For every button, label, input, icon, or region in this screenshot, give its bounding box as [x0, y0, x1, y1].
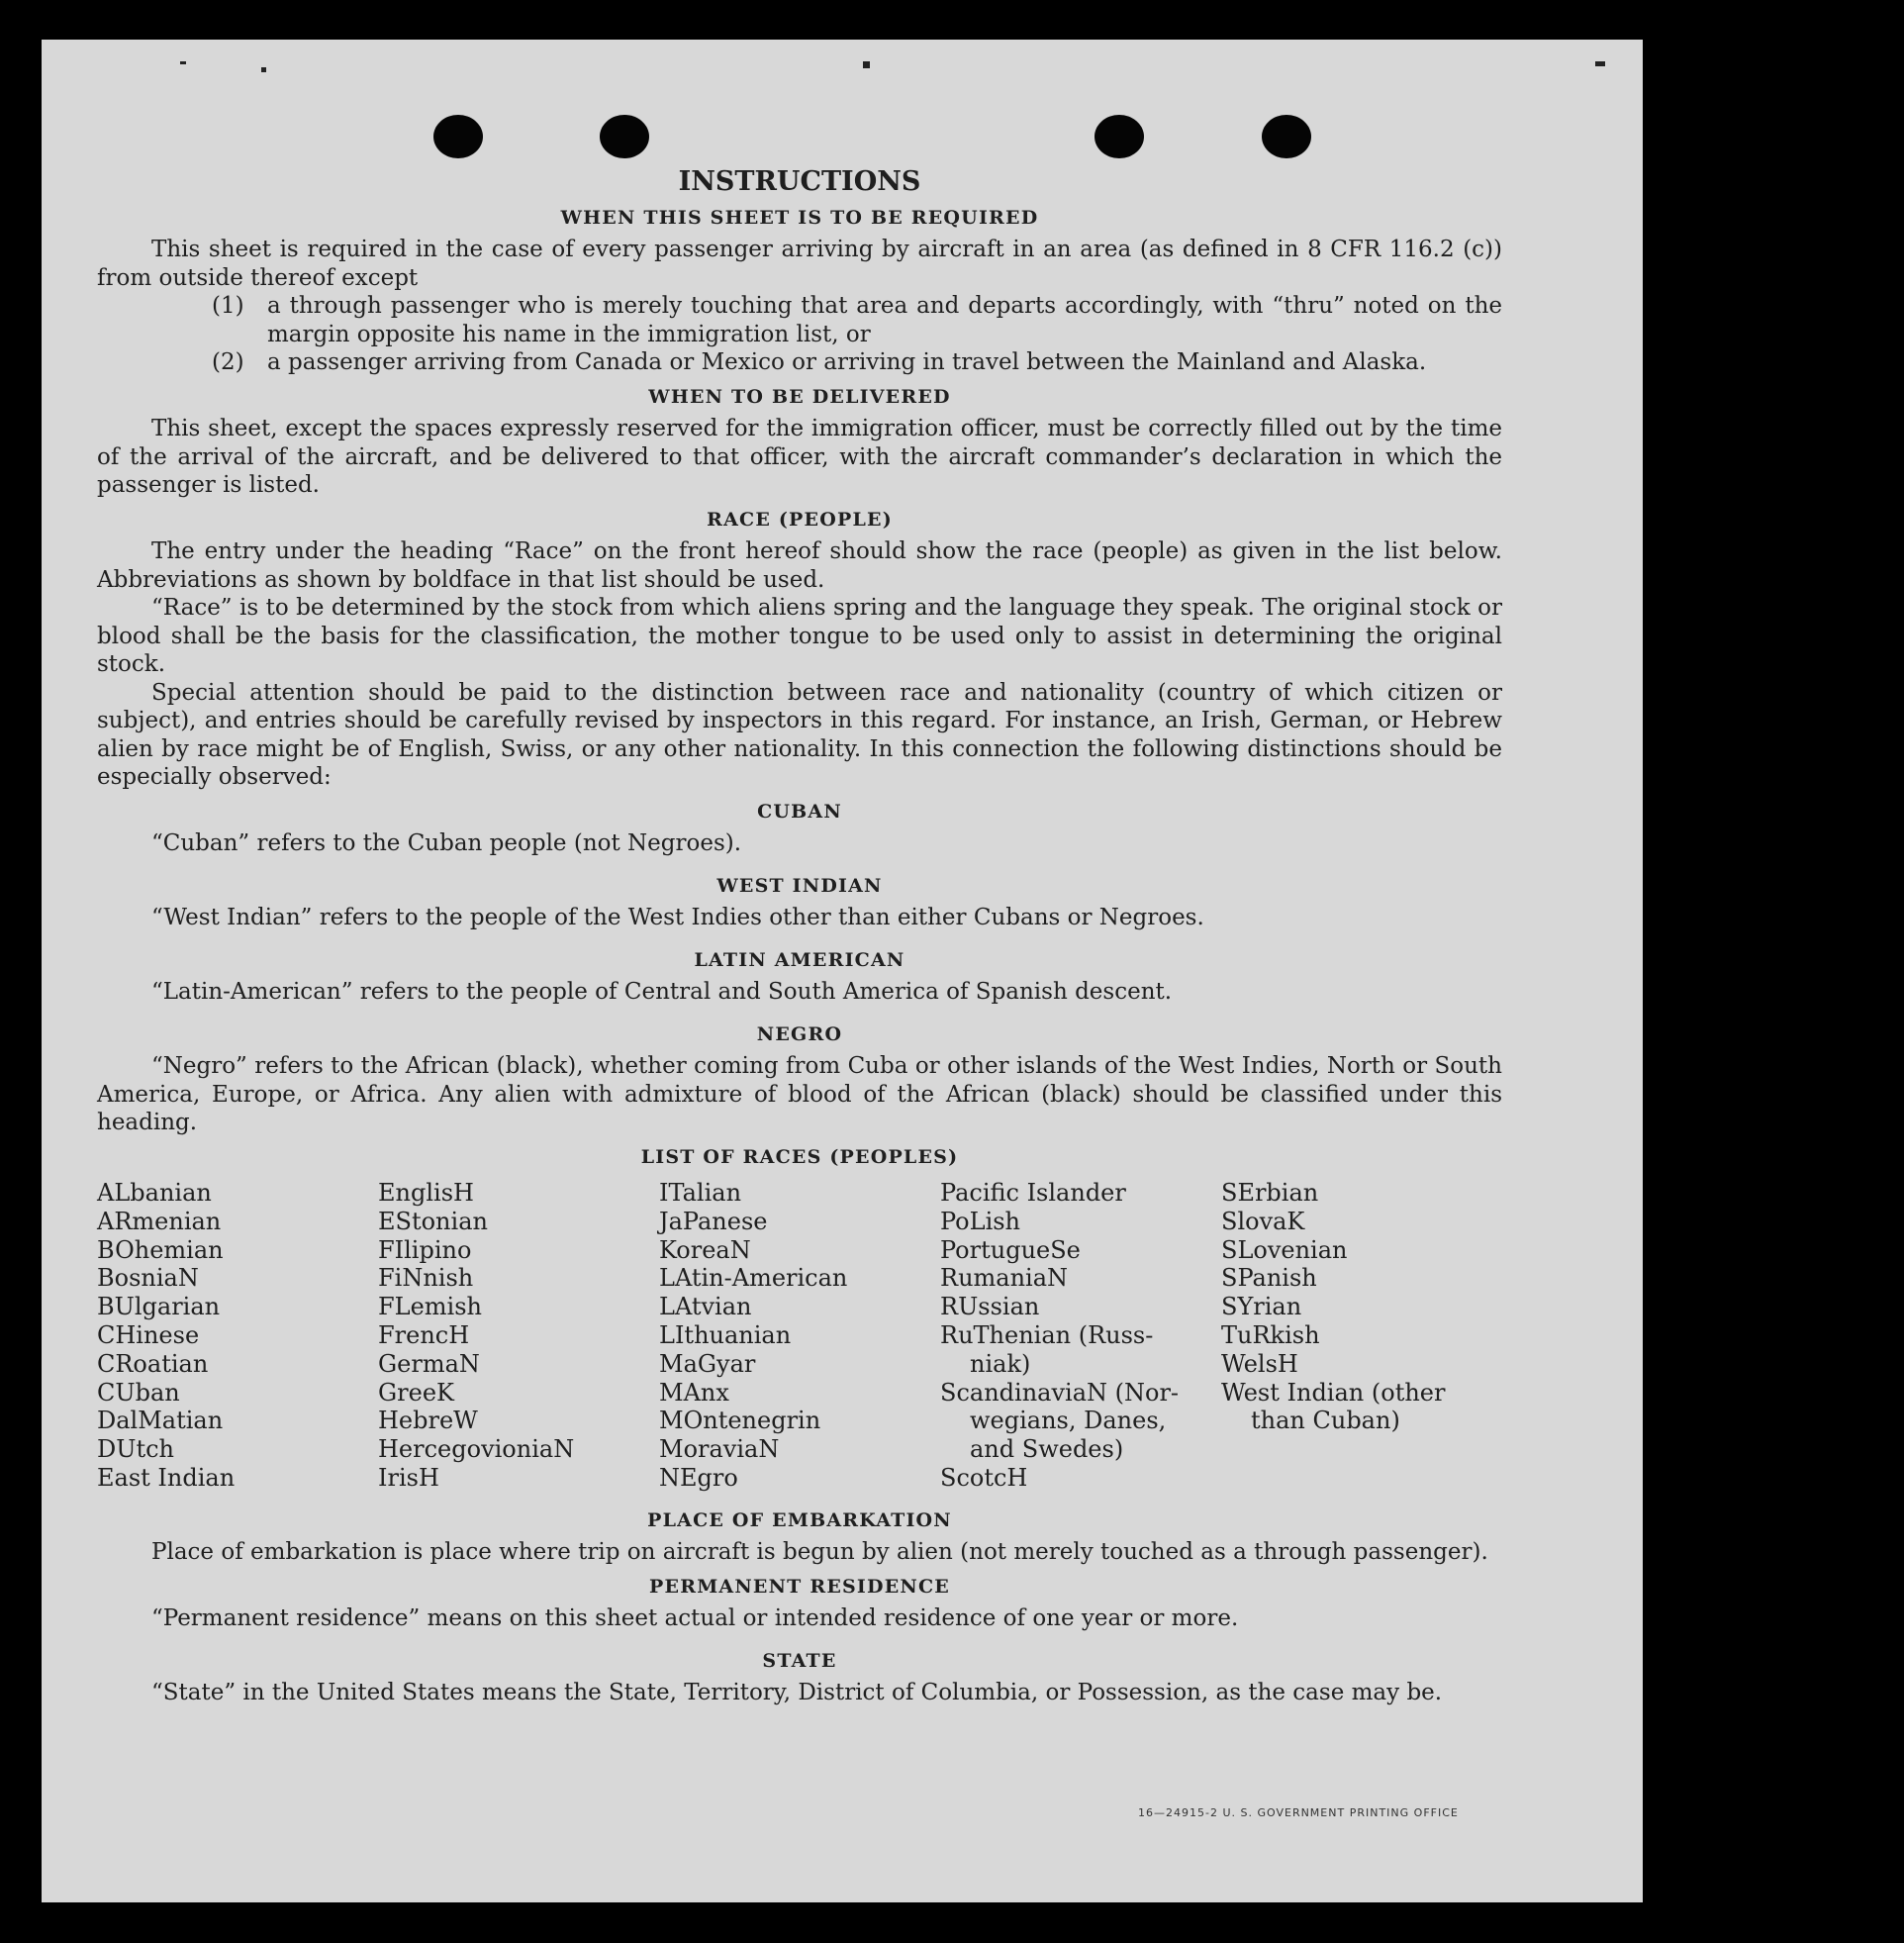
race-entry: RuThenian (Russ-	[940, 1320, 1154, 1349]
race-entry: CRoatian	[97, 1349, 209, 1378]
race-entry: GreeK	[378, 1378, 454, 1407]
exception-number: (1)	[212, 293, 244, 319]
page-title: INSTRUCTIONS	[678, 166, 921, 197]
exception-text: a through passenger who is merely touching that area and departs accordingly, with “thru” noted on the margin opposite his name in the immigration list, or	[267, 293, 1502, 347]
race-entry-continued: than Cuban)	[1251, 1407, 1400, 1435]
heading-latin-american: LATIN AMERICAN	[694, 948, 905, 971]
race-entry: PoLish	[940, 1207, 1021, 1235]
heading-negro: NEGRO	[756, 1022, 843, 1045]
race-entry: SYrian	[1221, 1293, 1302, 1321]
printing-office-code: 16—24915-2 U. S. GOVERNMENT PRINTING OFFICE	[1138, 1806, 1459, 1819]
race-entry: Pacific Islander	[940, 1179, 1126, 1207]
race-entry: ALbanian	[97, 1179, 212, 1207]
race-entry: HebreW	[378, 1407, 478, 1435]
race-entry: LAtvian	[659, 1293, 752, 1321]
race-entry: GermaN	[378, 1349, 480, 1378]
when-delivered-text: This sheet, except the spaces expressly reserved for the immigration officer, must be correctly filled out by the time of the arrival of the aircraft, and be delivered to that officer, with the aircraft commander’s declaration in which the passenger is listed.	[97, 416, 1502, 498]
race-entry: DUtch	[97, 1435, 175, 1464]
race-entry: CUban	[97, 1378, 180, 1407]
speck	[863, 61, 870, 68]
race-entry: LIthuanian	[659, 1320, 792, 1349]
race-entry: RUssian	[940, 1293, 1040, 1321]
race-entry: JaPanese	[659, 1207, 768, 1235]
punch-hole	[1262, 115, 1311, 158]
race-entry: FrencH	[378, 1320, 470, 1349]
when-required-intro: This sheet is required in the case of every passenger arriving by aircraft in an area (as defined in 8 CFR 116.2 (c)) from outside thereof except	[97, 237, 1502, 291]
race-paragraph: “Race” is to be determined by the stock from which aliens spring and the language they speak. The original stock or blood shall be the basis for the classification, the mother tongue to be used only to assist in determining the original stock.	[97, 595, 1502, 677]
race-entry: LAtin-American	[659, 1264, 848, 1293]
race-column	[940, 1179, 1221, 1493]
race-entry: BOhemian	[97, 1235, 224, 1264]
race-entry: CHinese	[97, 1320, 200, 1349]
document-page	[42, 40, 1643, 1902]
cuban-text: “Cuban” refers to the Cuban people (not Negroes).	[151, 830, 742, 856]
race-entry: KoreaN	[659, 1235, 751, 1264]
heading-when-delivered: WHEN TO BE DELIVERED	[648, 385, 951, 408]
heading-cuban: CUBAN	[757, 800, 842, 823]
punch-hole	[1095, 115, 1144, 158]
race-entry: NEgro	[659, 1463, 738, 1492]
west-indian-text: “West Indian” refers to the people of the West Indies other than either Cubans or Negroes.	[151, 905, 1204, 930]
heading-west-indian: WEST INDIAN	[716, 874, 883, 897]
races-list	[97, 1179, 1502, 1493]
race-entry: SlovaK	[1221, 1207, 1305, 1235]
exception-item	[212, 292, 1502, 348]
heading-state: STATE	[762, 1649, 837, 1672]
heading-place-of-embarkation: PLACE OF EMBARKATION	[647, 1508, 952, 1531]
instructions-body	[97, 168, 1502, 1707]
race-entry-continued: and Swedes)	[970, 1435, 1124, 1464]
heading-permanent-residence: PERMANENT RESIDENCE	[649, 1575, 950, 1598]
race-paragraph: The entry under the heading “Race” on the front hereof should show the race (people) as given in the list below. Abbreviations as shown by boldface in that list should be used.	[97, 538, 1502, 593]
state-text: “State” in the United States means the State, Territory, District of Columbia, or Possession, as the case may be.	[151, 1680, 1443, 1706]
permanent-residence-text: “Permanent residence” means on this sheet actual or intended residence of one year or more.	[151, 1605, 1239, 1632]
race-entry: DalMatian	[97, 1407, 224, 1435]
race-entry: EnglisH	[378, 1179, 474, 1207]
exception-item	[212, 348, 1502, 377]
race-entry: FIlipino	[378, 1235, 472, 1264]
heading-list-of-races: LIST OF RACES (PEOPLES)	[640, 1145, 959, 1168]
race-entry: TuRkish	[1221, 1320, 1320, 1349]
race-entry-continued: wegians, Danes,	[970, 1407, 1167, 1435]
race-entry: FiNnish	[378, 1264, 474, 1293]
race-entry: SPanish	[1221, 1264, 1317, 1293]
race-entry: BosniaN	[97, 1264, 199, 1293]
speck	[1595, 61, 1605, 66]
punch-hole	[433, 115, 483, 158]
race-entry: MOntenegrin	[659, 1407, 821, 1435]
race-entry: West Indian (other	[1221, 1378, 1446, 1407]
exception-number: (2)	[212, 349, 244, 375]
negro-text: “Negro” refers to the African (black), whether coming from Cuba or other islands of the West Indies, North or South America, Europe, or Africa. Any alien with admixture of blood of the African (black) should be classified under this heading.	[97, 1053, 1502, 1135]
race-column	[378, 1179, 659, 1493]
race-entry: East Indian	[97, 1463, 236, 1492]
race-entry: ScotcH	[940, 1463, 1028, 1492]
race-column	[1221, 1179, 1502, 1493]
race-entry: WelsH	[1221, 1349, 1298, 1378]
race-entry-continued: niak)	[970, 1349, 1031, 1378]
race-entry: SLovenian	[1221, 1235, 1348, 1264]
place-of-embarkation-text: Place of embarkation is place where trip on aircraft is begun by alien (not merely touched as a through passenger).	[151, 1539, 1488, 1566]
race-entry: BUlgarian	[97, 1293, 221, 1321]
race-entry: EStonian	[378, 1207, 488, 1235]
race-entry: ARmenian	[97, 1207, 222, 1235]
latin-american-text: “Latin-American” refers to the people of Central and South America of Spanish descent.	[151, 979, 1173, 1005]
race-entry: PortugueSe	[940, 1235, 1081, 1264]
heading-race: RACE (PEOPLE)	[707, 508, 893, 531]
race-entry: RumaniaN	[940, 1264, 1069, 1293]
race-entry: MAnx	[659, 1378, 729, 1407]
race-column	[659, 1179, 940, 1493]
race-entry: MoraviaN	[659, 1435, 780, 1464]
race-entry: HercegovioniaN	[378, 1435, 575, 1464]
speck	[261, 67, 266, 72]
race-entry: ScandinaviaN (Nor-	[940, 1378, 1180, 1407]
race-entry: SErbian	[1221, 1179, 1319, 1207]
race-entry: FLemish	[378, 1293, 482, 1321]
punch-hole	[600, 115, 649, 158]
speck	[180, 61, 186, 64]
race-entry: MaGyar	[659, 1349, 756, 1378]
race-entry: IrisH	[378, 1463, 439, 1492]
race-column	[97, 1179, 378, 1493]
heading-when-required: WHEN THIS SHEET IS TO BE REQUIRED	[560, 206, 1039, 229]
race-paragraph: Special attention should be paid to the distinction between race and nationality (country of which citizen or subject), and entries should be carefully revised by inspectors in this regard. For instance, an Irish, German, or Hebrew alien by race might be of English, Swiss, or any other nationality. In this connection the following distinctions should be especially observed:	[97, 679, 1502, 790]
exception-text: a passenger arriving from Canada or Mexico or arriving in travel between the Mainland and Alaska.	[267, 349, 1427, 375]
race-entry: ITalian	[659, 1179, 742, 1207]
